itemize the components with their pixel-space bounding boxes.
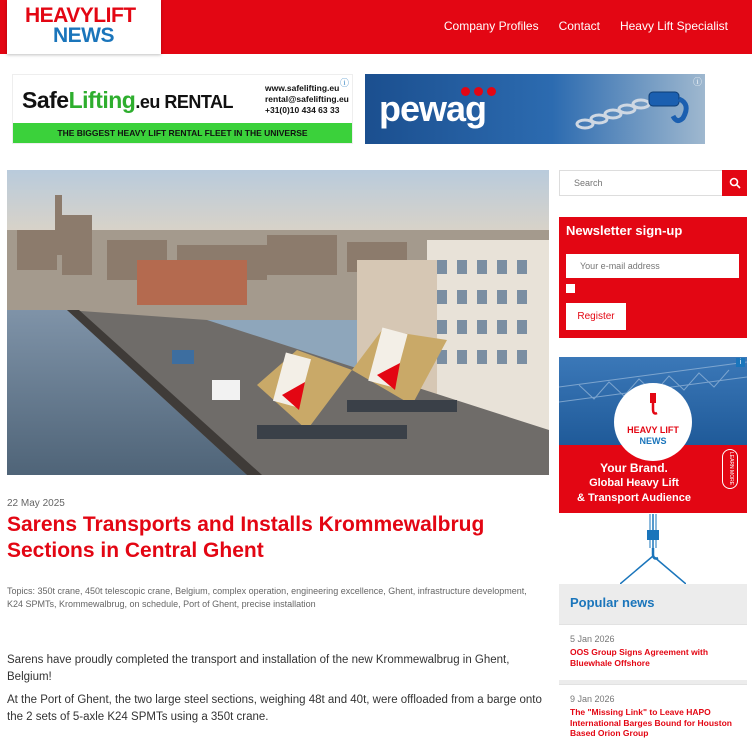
nav-heavy-lift-specialist[interactable]: Heavy Lift Specialist: [619, 19, 728, 33]
ad-line-transport: & Transport Audience: [577, 492, 691, 504]
newsletter-box: [559, 217, 747, 338]
chain-icon: [575, 84, 695, 134]
safelifting-brand: [22, 87, 233, 114]
heavy-lift-news-ad[interactable]: [559, 357, 747, 513]
search-input[interactable]: [559, 170, 723, 196]
pewag-brand: pewag: [379, 88, 487, 129]
article-hero-image: [7, 170, 549, 475]
logo-lift: LIFT: [93, 4, 136, 27]
logo-news: NEWS: [53, 24, 114, 47]
brand-safe: Safe: [22, 87, 69, 113]
newsletter-title: Newsletter sign-up: [566, 223, 683, 238]
popular-news-link[interactable]: The "Missing Link" to Leave HAPO International Barges Bound for Houston Based Orion Group: [570, 707, 732, 738]
ad-info-icon[interactable]: i: [736, 358, 745, 367]
search-icon: [729, 177, 741, 189]
search-button[interactable]: [722, 170, 747, 196]
ad-line-audience: Global Heavy Lift: [589, 477, 679, 489]
crane-hook-icon: [620, 514, 686, 584]
article-paragraph: At the Port of Ghent, the two large steel sections, weighing 48t and 40t, were offloaded from a barge onto the 2 sets of 5-axle K24 SPMTs using a 350t crane.: [7, 694, 542, 723]
badge-news: NEWS: [639, 436, 667, 446]
site-header: [0, 0, 752, 54]
popular-news-item[interactable]: [559, 624, 747, 680]
popular-news-item[interactable]: [559, 684, 747, 738]
logo-heavy: HEAVY: [25, 4, 94, 27]
safelifting-tagline: THE BIGGEST HEAVY LIFT RENTAL FLEET IN THE UNIVERSE: [13, 123, 352, 143]
register-button[interactable]: Register: [566, 303, 626, 330]
contact-web: www.safelifting.eu: [265, 83, 340, 93]
main-nav: [444, 19, 728, 33]
safelifting-ad[interactable]: [12, 74, 353, 144]
nav-contact[interactable]: Contact: [558, 19, 600, 33]
article-topics[interactable]: Topics: 350t crane, 450t telescopic crane, Belgium, complex operation, engineering excellence, Ghent, infrastructure development, K24 SPMTs, Krommewalbrug, on schedule, Port of Ghent, precise installation: [7, 586, 527, 609]
ad-info-icon[interactable]: ⓘ: [692, 77, 702, 87]
contact-phone: +31(0)10 434 63 33: [265, 105, 340, 115]
ad-info-icon[interactable]: ⓘ: [339, 78, 349, 88]
popular-news-link[interactable]: OOS Group Signs Agreement with Bluewhale Offshore: [570, 647, 709, 668]
hln-badge-logo: [614, 383, 692, 461]
badge-heavy-lift: HEAVY LIFT: [627, 425, 679, 435]
popular-news-date: 5 Jan 2026: [570, 634, 615, 644]
hook-icon: [645, 393, 661, 419]
contact-email: rental@safelifting.eu: [265, 94, 349, 104]
brand-domain: .eu RENTAL: [135, 92, 234, 112]
popular-news-title: Popular news: [570, 595, 655, 610]
article-paragraph: Sarens have proudly completed the transport and installation of the new Krommewalbrug in Ghent, Belgium!: [7, 654, 510, 683]
article-title: Sarens Transports and Installs Krommewalbrug Sections in Central Ghent: [7, 513, 485, 562]
safelifting-contact: [265, 83, 349, 116]
nav-company-profiles[interactable]: Company Profiles: [443, 19, 539, 33]
brand-lifting: Lifting: [68, 87, 136, 113]
learn-more-button[interactable]: LEARN MORE: [722, 449, 738, 489]
article-date: 22 May 2025: [7, 498, 65, 509]
newsletter-email-input[interactable]: [566, 254, 739, 278]
popular-news-date: 9 Jan 2026: [570, 694, 615, 704]
ad-line-brand: Your Brand.: [600, 461, 668, 475]
pewag-ad[interactable]: [365, 74, 705, 144]
newsletter-consent-checkbox[interactable]: [566, 284, 575, 293]
site-logo[interactable]: [7, 0, 161, 54]
search-form: [559, 170, 747, 196]
popular-news-box: [559, 584, 747, 738]
